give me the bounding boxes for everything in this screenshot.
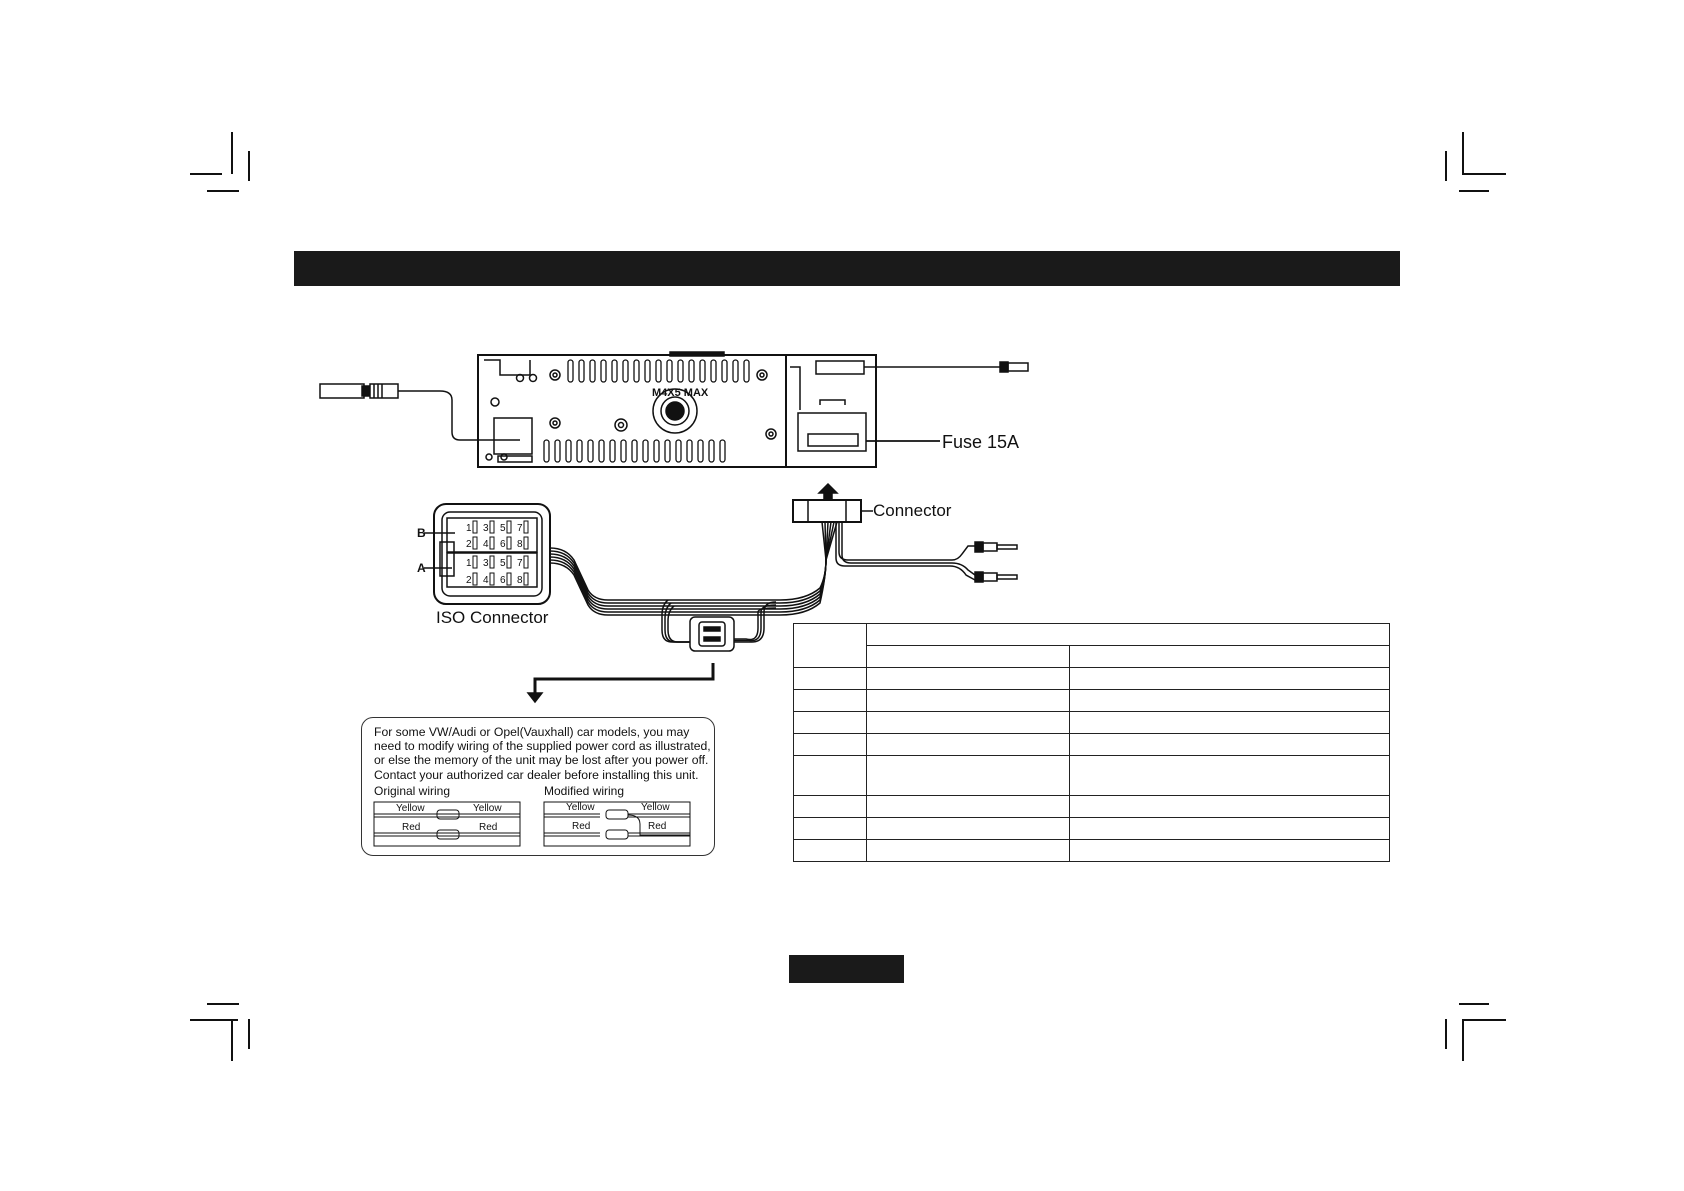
row-b-label: B <box>417 526 426 540</box>
note-line: Contact your authorized car dealer before installing this unit. <box>374 767 699 782</box>
iso-connector-body <box>424 504 550 604</box>
fin <box>590 360 595 382</box>
fin <box>588 440 593 462</box>
fin <box>634 360 639 382</box>
iso-pin-slot <box>507 521 511 533</box>
original-wiring-title: Original wiring <box>374 784 451 798</box>
fin <box>733 360 738 382</box>
iso-pin-slot <box>473 573 477 585</box>
fin <box>687 440 692 462</box>
note-line: need to modify wiring of the supplied power cord as illustrated, <box>374 739 711 754</box>
iso-pin-number: 1 <box>466 558 472 569</box>
fin <box>700 360 705 382</box>
fin <box>577 440 582 462</box>
modified-yellow-right: Yellow <box>641 802 670 813</box>
iso-pin-slot <box>507 556 511 568</box>
modified-yellow-left: Yellow <box>566 802 595 813</box>
iso-pin-number: 8 <box>517 539 523 550</box>
table-row <box>794 646 1390 668</box>
fin <box>599 440 604 462</box>
iso-connector-label: ISO Connector <box>436 608 549 627</box>
fin <box>612 360 617 382</box>
table-row <box>794 624 1390 646</box>
table-row <box>794 668 1390 690</box>
table-row <box>794 734 1390 756</box>
fin <box>720 440 725 462</box>
iso-pin-number: 2 <box>466 575 472 586</box>
iso-pin-slot <box>490 521 494 533</box>
note-line: or else the memory of the unit may be lost after you power off. <box>374 753 709 768</box>
fin <box>689 360 694 382</box>
fin <box>601 360 606 382</box>
fin <box>656 360 661 382</box>
inline-splice <box>690 617 734 651</box>
table-row <box>794 756 1390 796</box>
iso-pin-number: 4 <box>483 575 489 586</box>
fin <box>665 440 670 462</box>
table-row <box>794 690 1390 712</box>
fin <box>579 360 584 382</box>
fin <box>623 360 628 382</box>
modified-red-right: Red <box>648 821 667 832</box>
iso-pin-slot <box>524 556 528 568</box>
fin <box>568 360 573 382</box>
original-red-right: Red <box>479 822 498 833</box>
connector-label: Connector <box>873 501 952 520</box>
iso-pin-number: 3 <box>483 558 489 569</box>
iso-pin-number: 8 <box>517 575 523 586</box>
table-row <box>794 796 1390 818</box>
fin <box>678 360 683 382</box>
fin <box>667 360 672 382</box>
fin <box>654 440 659 462</box>
iso-pin-number: 2 <box>466 539 472 550</box>
fin <box>632 440 637 462</box>
modified-wiring-title: Modified wiring <box>544 784 625 798</box>
splice-wire <box>734 605 776 641</box>
fuse-label: Fuse 15A <box>942 432 1020 452</box>
harness-wire <box>550 522 826 600</box>
fin <box>676 440 681 462</box>
iso-pin-slot <box>473 521 477 533</box>
note-line: For some VW/Audi or Opel(Vauxhall) car models, you may <box>374 725 690 739</box>
original-yellow-right: Yellow <box>473 803 502 814</box>
original-yellow-left: Yellow <box>396 803 425 814</box>
pin-assignment-table <box>793 623 1390 862</box>
fin <box>711 360 716 382</box>
iso-pin-slot <box>507 537 511 549</box>
fin <box>621 440 626 462</box>
iso-pin-number: 6 <box>500 575 506 586</box>
iso-pin-number: 1 <box>466 523 472 534</box>
fin <box>744 360 749 382</box>
iso-pin-slot <box>490 573 494 585</box>
iso-pin-number: 3 <box>483 523 489 534</box>
iso-pin-slot <box>473 556 477 568</box>
fin <box>643 440 648 462</box>
iso-pin-number: 7 <box>517 523 523 534</box>
iso-pin-slot <box>490 556 494 568</box>
iso-pin-slot <box>524 521 528 533</box>
iso-pin-number: 6 <box>500 539 506 550</box>
iso-pin-number: 5 <box>500 523 506 534</box>
fin <box>555 440 560 462</box>
table-row <box>794 818 1390 840</box>
iso-pin-slot <box>473 537 477 549</box>
iso-pin-number: 5 <box>500 558 506 569</box>
iso-pin-slot <box>507 573 511 585</box>
fin <box>566 440 571 462</box>
fin <box>709 440 714 462</box>
fin <box>544 440 549 462</box>
table-row <box>794 712 1390 734</box>
table-row <box>794 840 1390 862</box>
fin <box>698 440 703 462</box>
iso-pin-slot <box>524 573 528 585</box>
antenna-plug <box>320 384 520 440</box>
harness-wire <box>550 522 828 606</box>
unit-model-text: M4X5 MAX <box>652 387 709 399</box>
modified-red-left: Red <box>572 821 591 832</box>
harness-wire <box>550 522 831 609</box>
iso-pin-number: 7 <box>517 558 523 569</box>
row-a-label: A <box>417 561 426 575</box>
fin <box>722 360 727 382</box>
iso-pin-slot <box>524 537 528 549</box>
note-arrow <box>528 663 713 702</box>
harness-wire <box>550 522 826 603</box>
original-red-left: Red <box>402 822 421 833</box>
fin <box>610 440 615 462</box>
note-text <box>374 725 714 782</box>
fin <box>645 360 650 382</box>
iso-pin-number: 4 <box>483 539 489 550</box>
rca-harness <box>836 522 1017 582</box>
heat-fins <box>544 360 749 462</box>
iso-pin-slot <box>490 537 494 549</box>
